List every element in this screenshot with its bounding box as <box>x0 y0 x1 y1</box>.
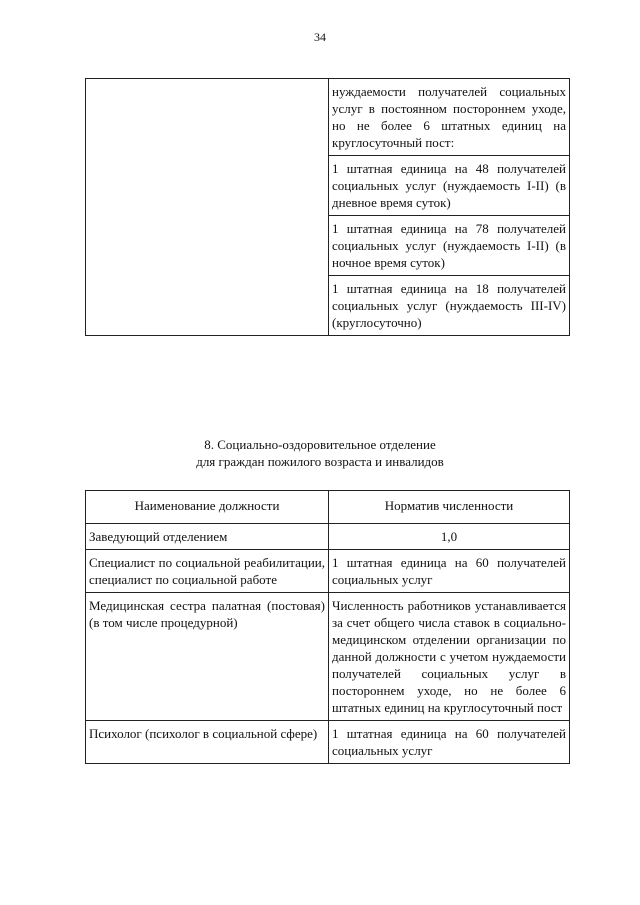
position-cell: Медицинская сестра палатная (постовая) (в том числе процедурной) <box>86 593 329 721</box>
staffing-table-continued <box>85 78 570 336</box>
staffing-table <box>85 490 570 764</box>
column-header-norm: Норматив численности <box>329 491 570 524</box>
position-cell: Заведующий отделением <box>86 524 329 550</box>
table-row <box>86 550 570 593</box>
norm-cell: 1 штатная единица на 60 получателей социальных услуг <box>329 721 570 764</box>
norm-cell: 1,0 <box>329 524 570 550</box>
page-number: 34 <box>314 30 326 44</box>
norm-cell: 1 штатная единица на 48 получателей социальных услуг (нуждаемость I-II) (в дневное время суток) <box>329 156 570 216</box>
norm-cell: 1 штатная единица на 78 получателей социальных услуг (нуждаемость I-II) (в ночное время суток) <box>329 216 570 276</box>
position-cell: Психолог (психолог в социальной сфере) <box>86 721 329 764</box>
norm-cell: 1 штатная единица на 18 получателей социальных услуг (нуждаемость III-IV) (круглосуточно) <box>329 276 570 336</box>
column-header-position: Наименование должности <box>86 491 329 524</box>
table-row <box>86 593 570 721</box>
table-row <box>86 524 570 550</box>
section-title-line: для граждан пожилого возраста и инвалидов <box>196 454 444 469</box>
table-row <box>86 721 570 764</box>
norm-cell: 1 штатная единица на 60 получателей социальных услуг <box>329 550 570 593</box>
norm-cell: нуждаемости получателей социальных услуг в постоянном постороннем уходе, но не более 6 штатных единиц на круглосуточный пост: <box>329 79 570 156</box>
table-header-row <box>86 491 570 524</box>
section-title <box>0 436 640 470</box>
section-title-line: 8. Социально-оздоровительное отделение <box>204 437 436 452</box>
table-row <box>86 79 570 156</box>
norm-cell: Численность работников устанавливается за счет общего числа ставок в социально-медицинском отделении организации по данной должности с учетом нуждаемости получателей социальных услуг в постороннем уходе, но не более 6 штатных единиц на круглосуточный пост <box>329 593 570 721</box>
empty-position-cell <box>86 79 329 336</box>
position-cell: Специалист по социальной реабилитации, специалист по социальной работе <box>86 550 329 593</box>
